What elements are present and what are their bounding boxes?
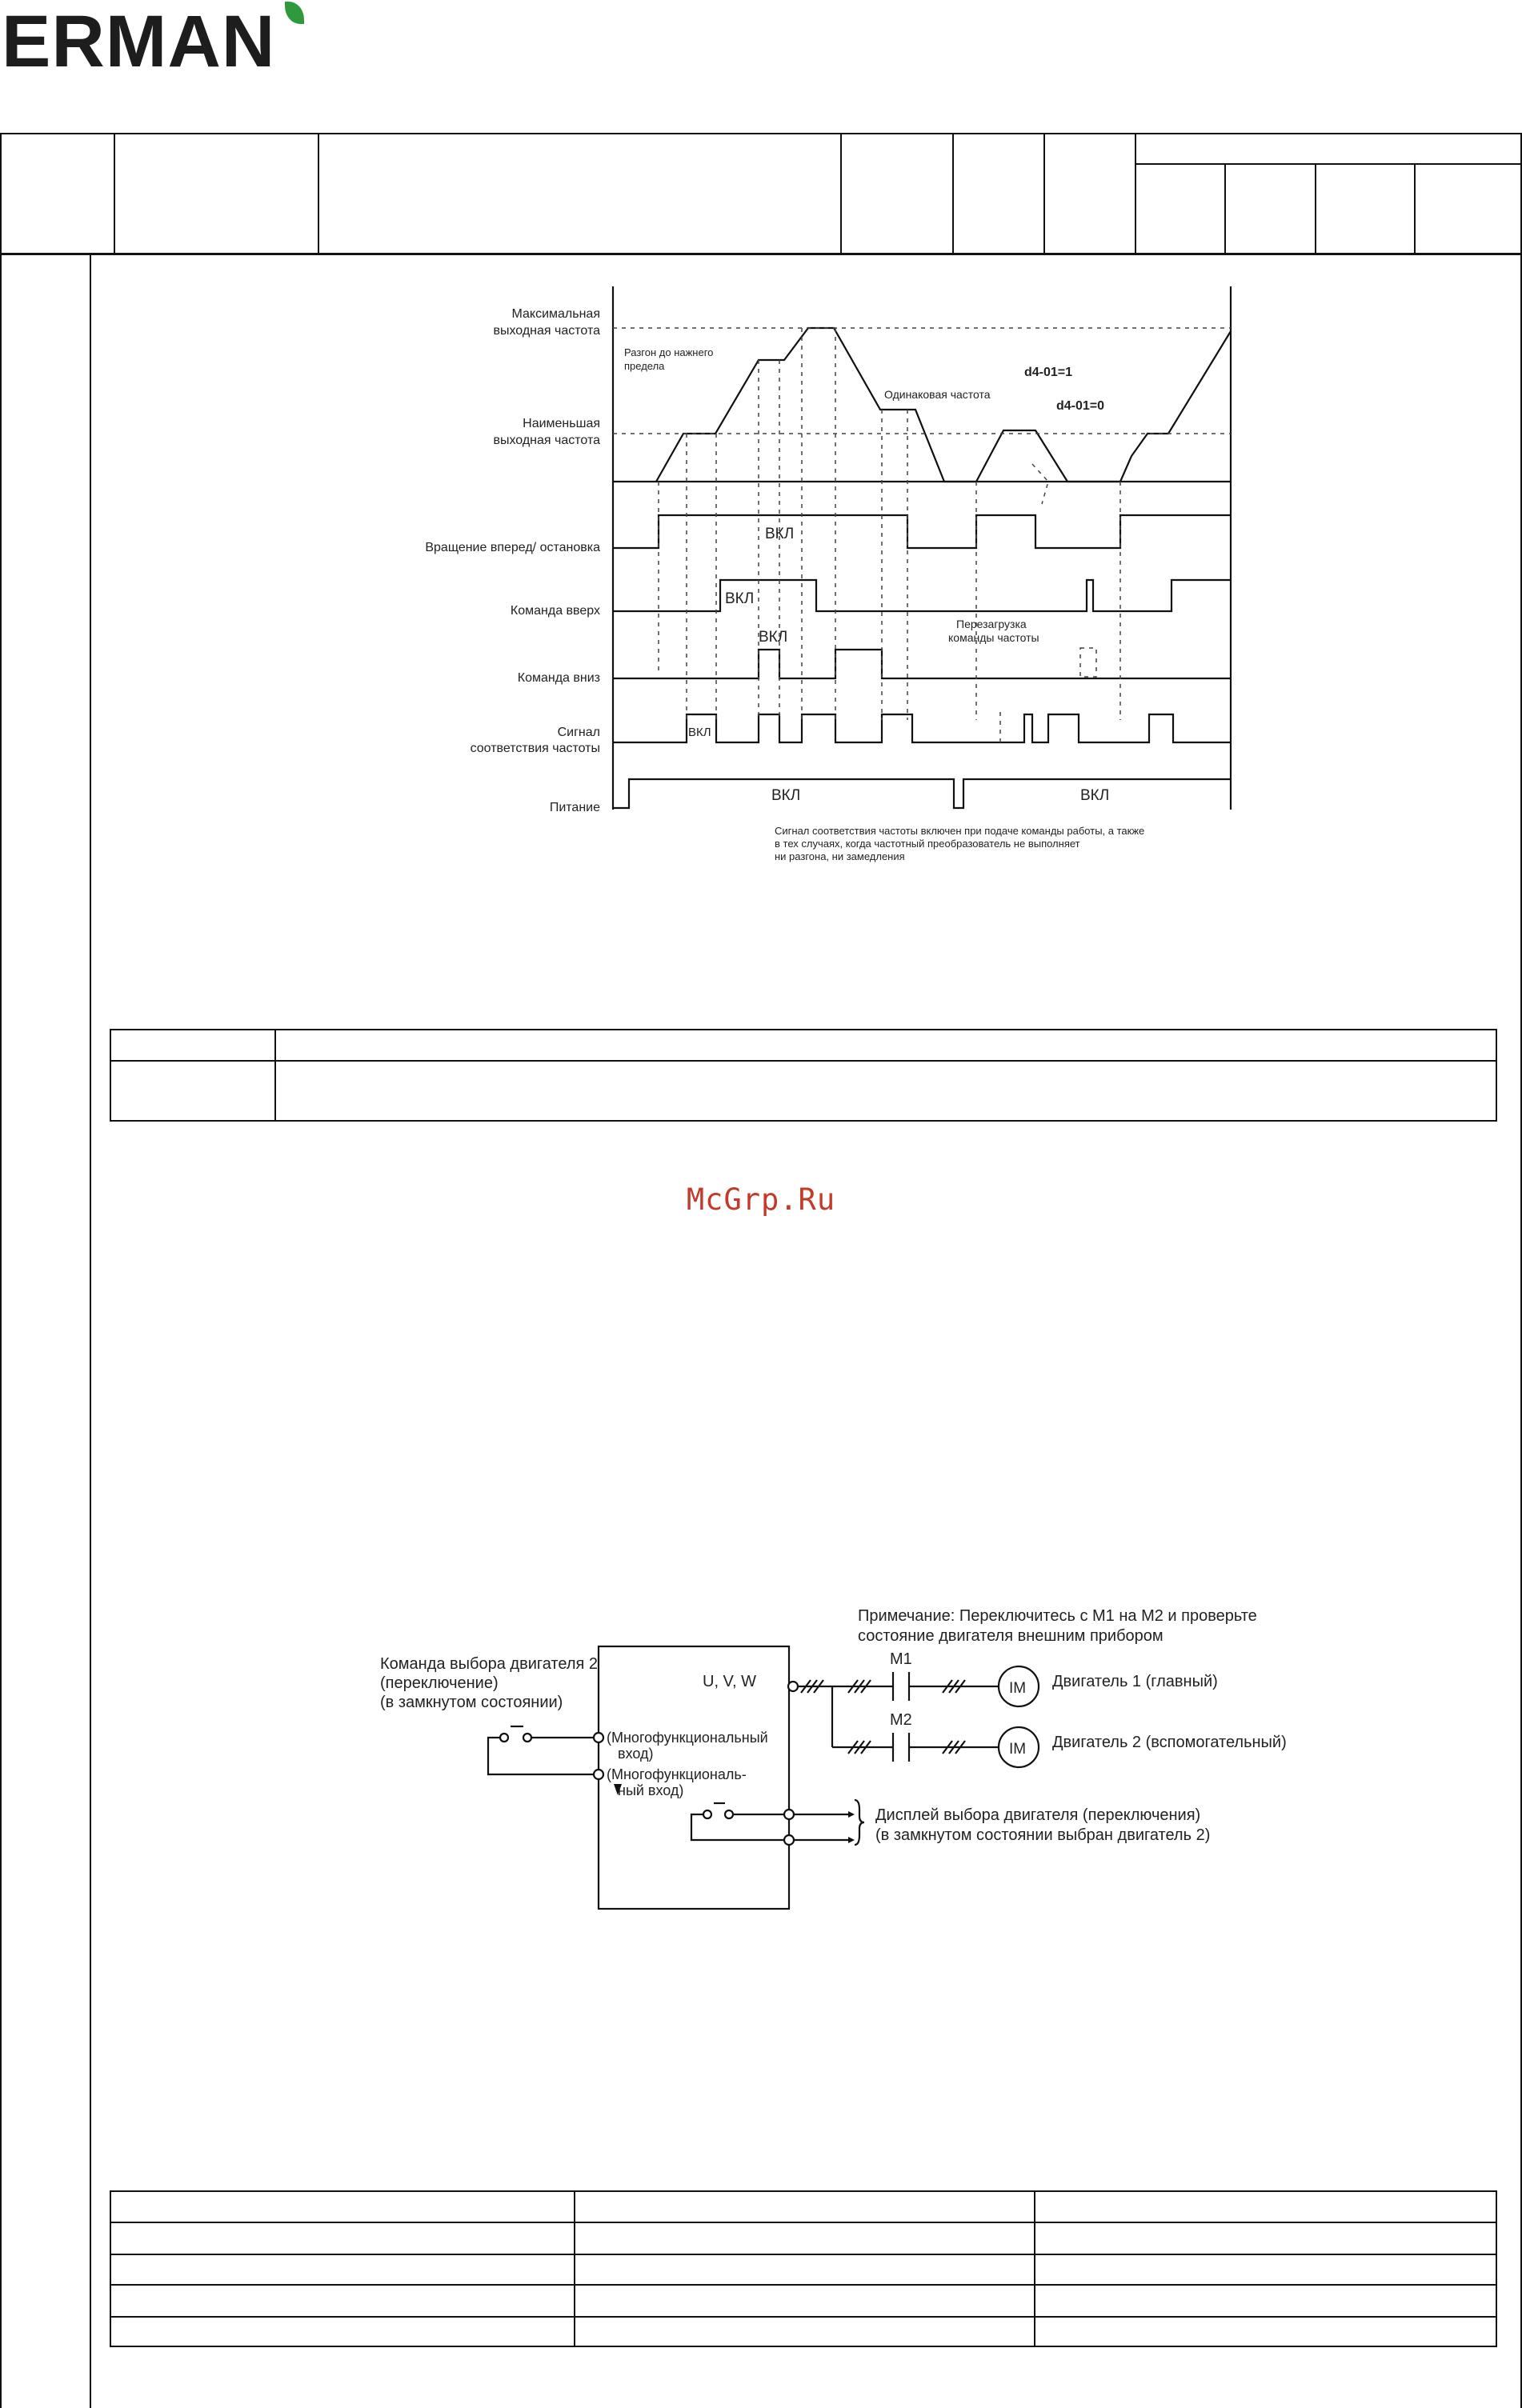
accel-label-1: Разгон до нажнего <box>624 346 714 358</box>
motor1-label: Двигатель 1 (главный) <box>1052 1673 1218 1690</box>
header-col-3 <box>840 133 842 254</box>
note-line-2: в тех случаях, когда частотный преобразователь не выполняет <box>775 838 1080 850</box>
on-label-power-1: ВКЛ <box>771 787 801 804</box>
header-col-1 <box>114 133 115 254</box>
im-label-2: IM <box>1009 1741 1027 1758</box>
freq-match-label-2: соответствия частоты <box>470 742 600 755</box>
header-col-7 <box>1224 163 1226 254</box>
header-col-9 <box>1414 163 1416 254</box>
timing-diagram <box>384 272 1248 880</box>
d4-0-label: d4-01=0 <box>1056 399 1105 413</box>
multi-input-2b: ный вход) <box>618 1782 684 1798</box>
m1-label: M1 <box>890 1650 912 1668</box>
signal-power <box>613 779 1231 808</box>
max-freq-label-2: выходная частота <box>493 324 600 338</box>
accel-label-2: предела <box>624 360 665 372</box>
uvw-label: U, V, W <box>703 1673 757 1690</box>
motor2-label: Двигатель 2 (вспомогательный) <box>1052 1734 1287 1751</box>
page-left-border <box>0 133 2 2408</box>
same-freq-label: Одинаковая частота <box>884 388 991 401</box>
header-col-6 <box>1135 133 1136 254</box>
multi-input-2a: (Многофункциональ- <box>607 1766 747 1782</box>
signal-down <box>613 650 1231 678</box>
multi-input-1a: (Многофункциональный <box>607 1730 768 1746</box>
signal-forward <box>613 515 1231 548</box>
multi-input-1b: вход) <box>618 1746 654 1762</box>
min-freq-label-2: выходная частота <box>493 434 600 447</box>
m2-label: M2 <box>890 1711 912 1729</box>
on-label-match: ВКЛ <box>688 726 711 739</box>
parameter-table-1 <box>110 1029 1497 1122</box>
motor-diagram <box>368 1598 1328 1934</box>
freq-match-label-1: Сигнал <box>557 726 600 739</box>
select-cmd-3: (в замкнутом состоянии) <box>380 1694 563 1711</box>
display-label-1: Дисплей выбора двигателя (переключения) <box>875 1806 1201 1824</box>
forward-stop-label: Вращение вперед/ остановка <box>425 541 600 554</box>
cmd-up-label: Команда вверх <box>510 604 600 618</box>
reload-label-1: Перезагрузка <box>956 618 1027 630</box>
im-label-1: IM <box>1009 1680 1027 1697</box>
watermark: McGrp.Ru <box>686 1182 836 1217</box>
body-left-rule <box>90 254 91 2408</box>
d4-1-label: d4-01=1 <box>1024 366 1073 379</box>
header-col-2 <box>318 133 319 254</box>
select-cmd-2: (переключение) <box>380 1674 499 1692</box>
reload-label-2: команды частоты <box>948 631 1039 644</box>
header-col-8 <box>1315 163 1316 254</box>
motor-note-1: Примечание: Переключитесь с М1 на М2 и проверьте <box>858 1607 1257 1625</box>
header-col-5 <box>1043 133 1045 254</box>
cmd-down-label: Команда вниз <box>517 671 600 685</box>
header-bottom-border <box>0 253 1522 255</box>
header-sub-border <box>1135 163 1522 165</box>
max-freq-label-1: Максимальная <box>511 307 600 321</box>
on-label-forward: ВКЛ <box>765 526 795 542</box>
leaf-icon <box>285 2 304 24</box>
power-label: Питание <box>549 801 600 814</box>
freq-profile <box>656 328 1231 482</box>
header-col-4 <box>952 133 954 254</box>
note-line-3: ни разгона, ни замедления <box>775 850 905 862</box>
on-label-down: ВКЛ <box>759 629 788 646</box>
note-line-1: Сигнал соответствия частоты включен при подаче команды работы, а также <box>775 825 1145 837</box>
header-top-border <box>0 133 1522 134</box>
motor-note-2: состояние двигателя внешним прибором <box>858 1627 1164 1645</box>
on-label-up: ВКЛ <box>725 590 755 607</box>
min-freq-label-1: Наименьшая <box>523 417 600 430</box>
display-label-2: (в замкнутом состоянии выбран двигатель 2) <box>875 1826 1211 1844</box>
on-label-power-2: ВКЛ <box>1080 787 1110 804</box>
brand-logo: ERMAN <box>2 1 276 82</box>
parameter-table-2 <box>110 2190 1497 2347</box>
select-cmd-1: Команда выбора двигателя 2 <box>380 1655 599 1673</box>
signal-up <box>613 580 1231 611</box>
